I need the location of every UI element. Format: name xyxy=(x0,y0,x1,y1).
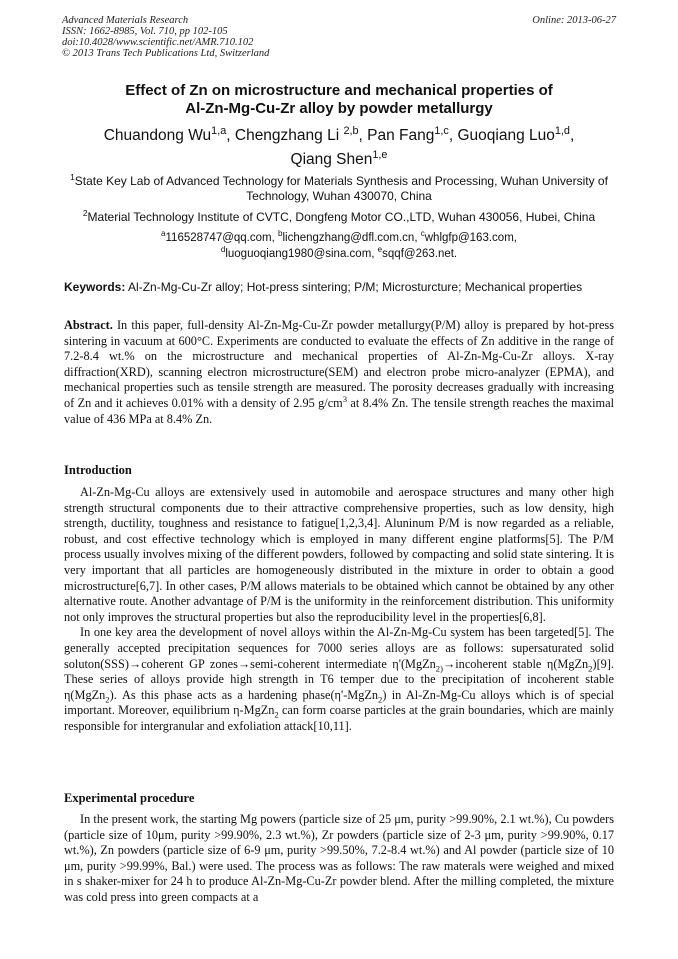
author-affiliation: 1,a xyxy=(211,124,227,137)
abstract-text: In this paper, full-density Al-Zn-Mg-Cu-Zr powder metallurgy(P/M) alloy is prepared by hot-press sintering in vacuum at 600°C. Experiments are conducted to evaluate the effects of Zn additive in the range of 7.2-8.4 wt.% on the microstructure and mechanical properties of Al-Zn-Mg-Cu-Zr alloys. X-ray diffraction(XRD), scanning electron microstructure(SEM) and electron probe micro-analyzer (EPMA), and mechanical properties such as tensile strength are measured. The porosity decreases gradually with increasing of Zn and it achieves 0.01% with a density of 2.95 g/cm xyxy=(64,318,614,410)
paragraph: In the present work, the starting Mg powers (particle size of 25 μm, purity >99.90%, 2.1 wt.%), Cu powders (particle size of 10μm, purity >99.90%, 2.3 wt.%), Zr powders (particle size of 2-3 μm, purity >99.90%, 0.17 wt.%), Zn powders (particle size of 6-9 μm, purity >99.50%, 7.2-8.4 wt.%) and Al powder (particle size of 10 μm, purity >99.99%, Bal.) were used. The process was as follows: The raw materals were weighed and mixed in s shaker-mixer for 24 h to produce Al-Zn-Mg-Cu-Zr powder blend. After the milling completed, the mixture was cold press into green compacts at a xyxy=(64,812,614,904)
author-name: Guoqiang Luo xyxy=(457,127,555,144)
section-heading-experimental: Experimental procedure xyxy=(64,791,195,805)
abstract-label: Abstract. xyxy=(64,318,113,332)
paragraph: Al-Zn-Mg-Cu alloys are extensively used in automobile and aerospace structures and many other high strength structural components due to their attractive comprehensive properties, such as low density, high strength, ductility, toughness and resistance to fatigue[1,2,3,4]. Aluninum P/M is now regarded as a reliable, robust, and cost effective technology which is employed in many different engine platforms[5]. The P/M process usually involves mixing of the different powders, followed by compacting and solid state sintering. It is very important that all particles are homogeneously distributed in the mixture in order to obtain a good microstructure[6,7]. In other cases, P/M allows materials to be obtained which cannot be obtained by any other alternative route. Another advantage of P/M is the uniformity in the reinforcement distribution. This uniformity not only improves the structural properties but also the reproducibility level in the properties[6,8]. xyxy=(64,485,614,624)
abstract xyxy=(64,318,614,427)
paragraph: In one key area the development of novel alloys within the Al-Zn-Mg-Cu system has been targeted[5]. The generally accepted precipitation sequences for 7000 series alloys are as follows: supersaturated solid soluton(SSS)→coherent GP zones→semi-coherent intermediate η'(MgZn$_{2)}$→incoherent stable η(MgZn$_2$)[9]. These series of alloys provide high strength in T6 temper due to the precipitation of incoherent stable η(MgZn$_2$). As this phase acts as a hardening phase(η'-MgZn$_2$) in Al-Zn-Mg-Cu alloys which is of special important. Moreover, equilibrium η-MgZn$_2$ can form coarse particles at the grain boundaries, which are mainly responsible for intergranular and exfoliation attack[10,11]. xyxy=(64,625,615,733)
author-affiliation: 1,c xyxy=(434,124,449,137)
journal-header xyxy=(62,15,616,59)
email-d[interactable]: luoguoqiang1980@sina.com, xyxy=(225,248,378,260)
keywords-label: Keywords: xyxy=(64,280,126,294)
title-line-2: Al-Zn-Mg-Cu-Zr alloy by powder metallurgy xyxy=(185,100,493,117)
email-c[interactable]: whlgfp@163.com, xyxy=(424,232,517,244)
affiliation-number: 2 xyxy=(82,208,88,218)
email-e[interactable]: sqqf@263.net. xyxy=(382,248,458,260)
online-date: Online: 2013-06-27 xyxy=(532,15,616,26)
author-affiliation: 2,b xyxy=(343,124,359,137)
affiliation-text: Material Technology Institute of CVTC, Dongfeng Motor CO.,LTD, Wuhan 430056, Hubei, China xyxy=(87,210,596,224)
author-name: Qiang Shen xyxy=(290,151,373,168)
author-name: Pan Fang xyxy=(367,127,435,144)
email-b[interactable]: lichengzhang@dfl.com.cn, xyxy=(282,232,421,244)
author-name: Chengzhang Li xyxy=(234,127,344,144)
affiliation-2 xyxy=(50,210,628,225)
title-line-1: Effect of Zn on microstructure and mechanical properties of xyxy=(125,82,553,99)
email-list: $^a$116528747@qq.com, $^b$lichengzhang@dfl.com.cn, $^c$whlgfp@163.com, $^d$luoguoqiang1980@sina.com, $^e$sqqf@263.net. xyxy=(161,229,517,260)
author-name: Chuandong Wu xyxy=(103,127,212,144)
author-affiliation: 1,d xyxy=(554,124,570,137)
paper-title xyxy=(40,82,638,118)
section-heading-introduction: Introduction xyxy=(64,463,132,477)
author-line-1: Chuandong Wu$^{1,a}$, Chengzhang Li $^{2,b}$, Pan Fang$^{1,c}$, Guoqiang Luo$^{1,d}$, xyxy=(103,124,575,144)
experimental-body xyxy=(64,812,614,906)
superscript: 3 xyxy=(342,393,348,404)
affiliation-1 xyxy=(50,174,628,204)
copyright: © 2013 Trans Tech Publications Ltd, Switzerland xyxy=(62,48,270,59)
issn: ISSN: 1662-8985, Vol. 710, pp 102-105 xyxy=(62,26,228,37)
affiliation-number: 1 xyxy=(70,172,75,182)
email-a[interactable]: 116528747@qq.com, xyxy=(165,232,278,244)
author-list xyxy=(40,124,638,172)
abstract-text-end: at 8.4% Zn. The tensile strength reaches the maximal value of 436 MPa at 8.4% Zn. xyxy=(64,395,614,426)
keywords-text: Al-Zn-Mg-Cu-Zr alloy; Hot-press sintering; P/M; Microsturcture; Mechanical properties xyxy=(125,280,583,294)
author-affiliation: 1,e xyxy=(372,148,388,161)
introduction-body xyxy=(64,485,614,735)
author-line-2 xyxy=(40,148,638,172)
keywords xyxy=(64,280,638,295)
journal-name: Advanced Materials Research xyxy=(62,15,189,26)
doi: doi:10.4028/www.scientific.net/AMR.710.102 xyxy=(62,37,254,48)
affiliation-text: State Key Lab of Advanced Technology for Materials Synthesis and Processing, Wuhan University of Technology, Wuhan 430070, China xyxy=(74,174,608,203)
